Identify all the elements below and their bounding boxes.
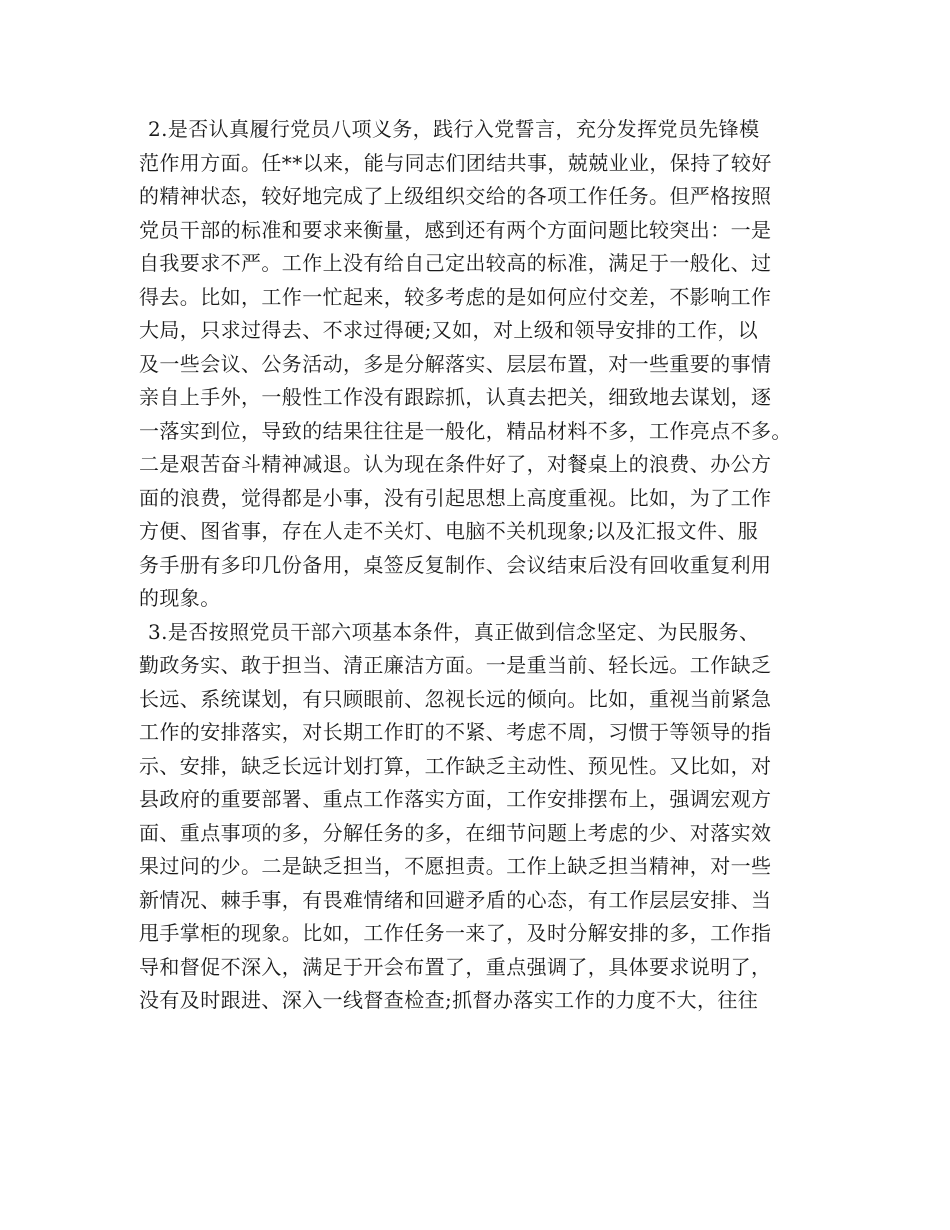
paragraph-line: 勤政务实、敢于担当、清正廉洁方面。一是重当前、轻长远。工作缺乏 [139,653,772,677]
paragraph-line: 导和督促不深入，满足于开会布置了，重点强调了，具体要求说明了， [139,954,772,979]
paragraph-line: 范作用方面。任**以来，能与同志们团结共事，兢兢业业，保持了较好 [139,150,772,175]
paragraph-line: 及一些会议、公务活动，多是分解落实、层层布置，对一些重要的事情 [139,351,772,376]
paragraph-line: 甩手掌柜的现象。比如，工作任务一来了，及时分解安排的多，工作指 [139,921,772,945]
paragraph-line: 面的浪费，觉得都是小事，没有引起思想上高度重视。比如，为了工作 [139,485,772,510]
paragraph-line: 工作的安排落实，对长期工作盯的不紧、考虑不周，习惯于等领导的指 [139,720,772,744]
paragraph-line: 大局，只求过得去、不求过得硬;又如，对上级和领导安排的工作，以 [139,318,759,342]
paragraph-line: 的现象。 [139,586,221,610]
paragraph-line: 没有及时跟进、深入一线督查检查;抓督办落实工作的力度不大，往往 [139,988,759,1012]
paragraph-line: 新情况、棘手事，有畏难情绪和回避矛盾的心态，有工作层层安排、当 [139,887,772,912]
paragraph-line: 3.是否按照党员干部六项基本条件，真正做到信念坚定、为民服务、 [148,619,760,644]
paragraph-line: 务手册有多印几份备用，桌签反复制作、会议结束后没有回收重复利用 [139,552,772,577]
paragraph-line: 示、安排，缺乏长远计划打算，工作缺乏主动性、预见性。又比如，对 [139,753,772,778]
paragraph-line: 方便、图省事，存在人走不关灯、电脑不关机现象;以及汇报文件、服 [139,519,759,543]
paragraph-line: 一落实到位，导致的结果往往是一般化，精品材料不多，工作亮点不多。 [139,418,792,443]
paragraph-line: 面、重点事项的多，分解任务的多，在细节问题上考虑的少、对落实效 [139,820,772,845]
paragraph-line: 自我要求不严。工作上没有给自己定出较高的标准，满足于一般化、过 [139,251,772,275]
paragraph-line: 长远、系统谋划，有只顾眼前、忽视长远的倾向。比如，重视当前紧急 [139,686,772,711]
paragraph-line: 的精神状态，较好地完成了上级组织交给的各项工作任务。但严格按照 [139,184,772,208]
paragraph-line: 二是艰苦奋斗精神减退。认为现在条件好了，对餐桌上的浪费、办公方 [139,452,772,476]
paragraph-line: 党员干部的标准和要求来衡量，感到还有两个方面问题比较突出：一是 [139,217,772,242]
body-text [139,113,829,1018]
paragraph-line: 得去。比如，工作一忙起来，较多考虑的是如何应付交差，不影响工作 [139,284,772,309]
paragraph-line: 果过问的少。二是缺乏担当，不愿担责。工作上缺乏担当精神，对一些 [139,854,772,878]
paragraph-line: 亲自上手外，一般性工作没有跟踪抓，认真去把关，细致地去谋划，逐 [139,385,772,409]
paragraph-line: 2.是否认真履行党员八项义务，践行入党誓言，充分发挥党员先锋模 [148,117,760,141]
paragraph-line: 县政府的重要部署、重点工作落实方面，工作安排摆布上，强调宏观方 [139,787,772,811]
